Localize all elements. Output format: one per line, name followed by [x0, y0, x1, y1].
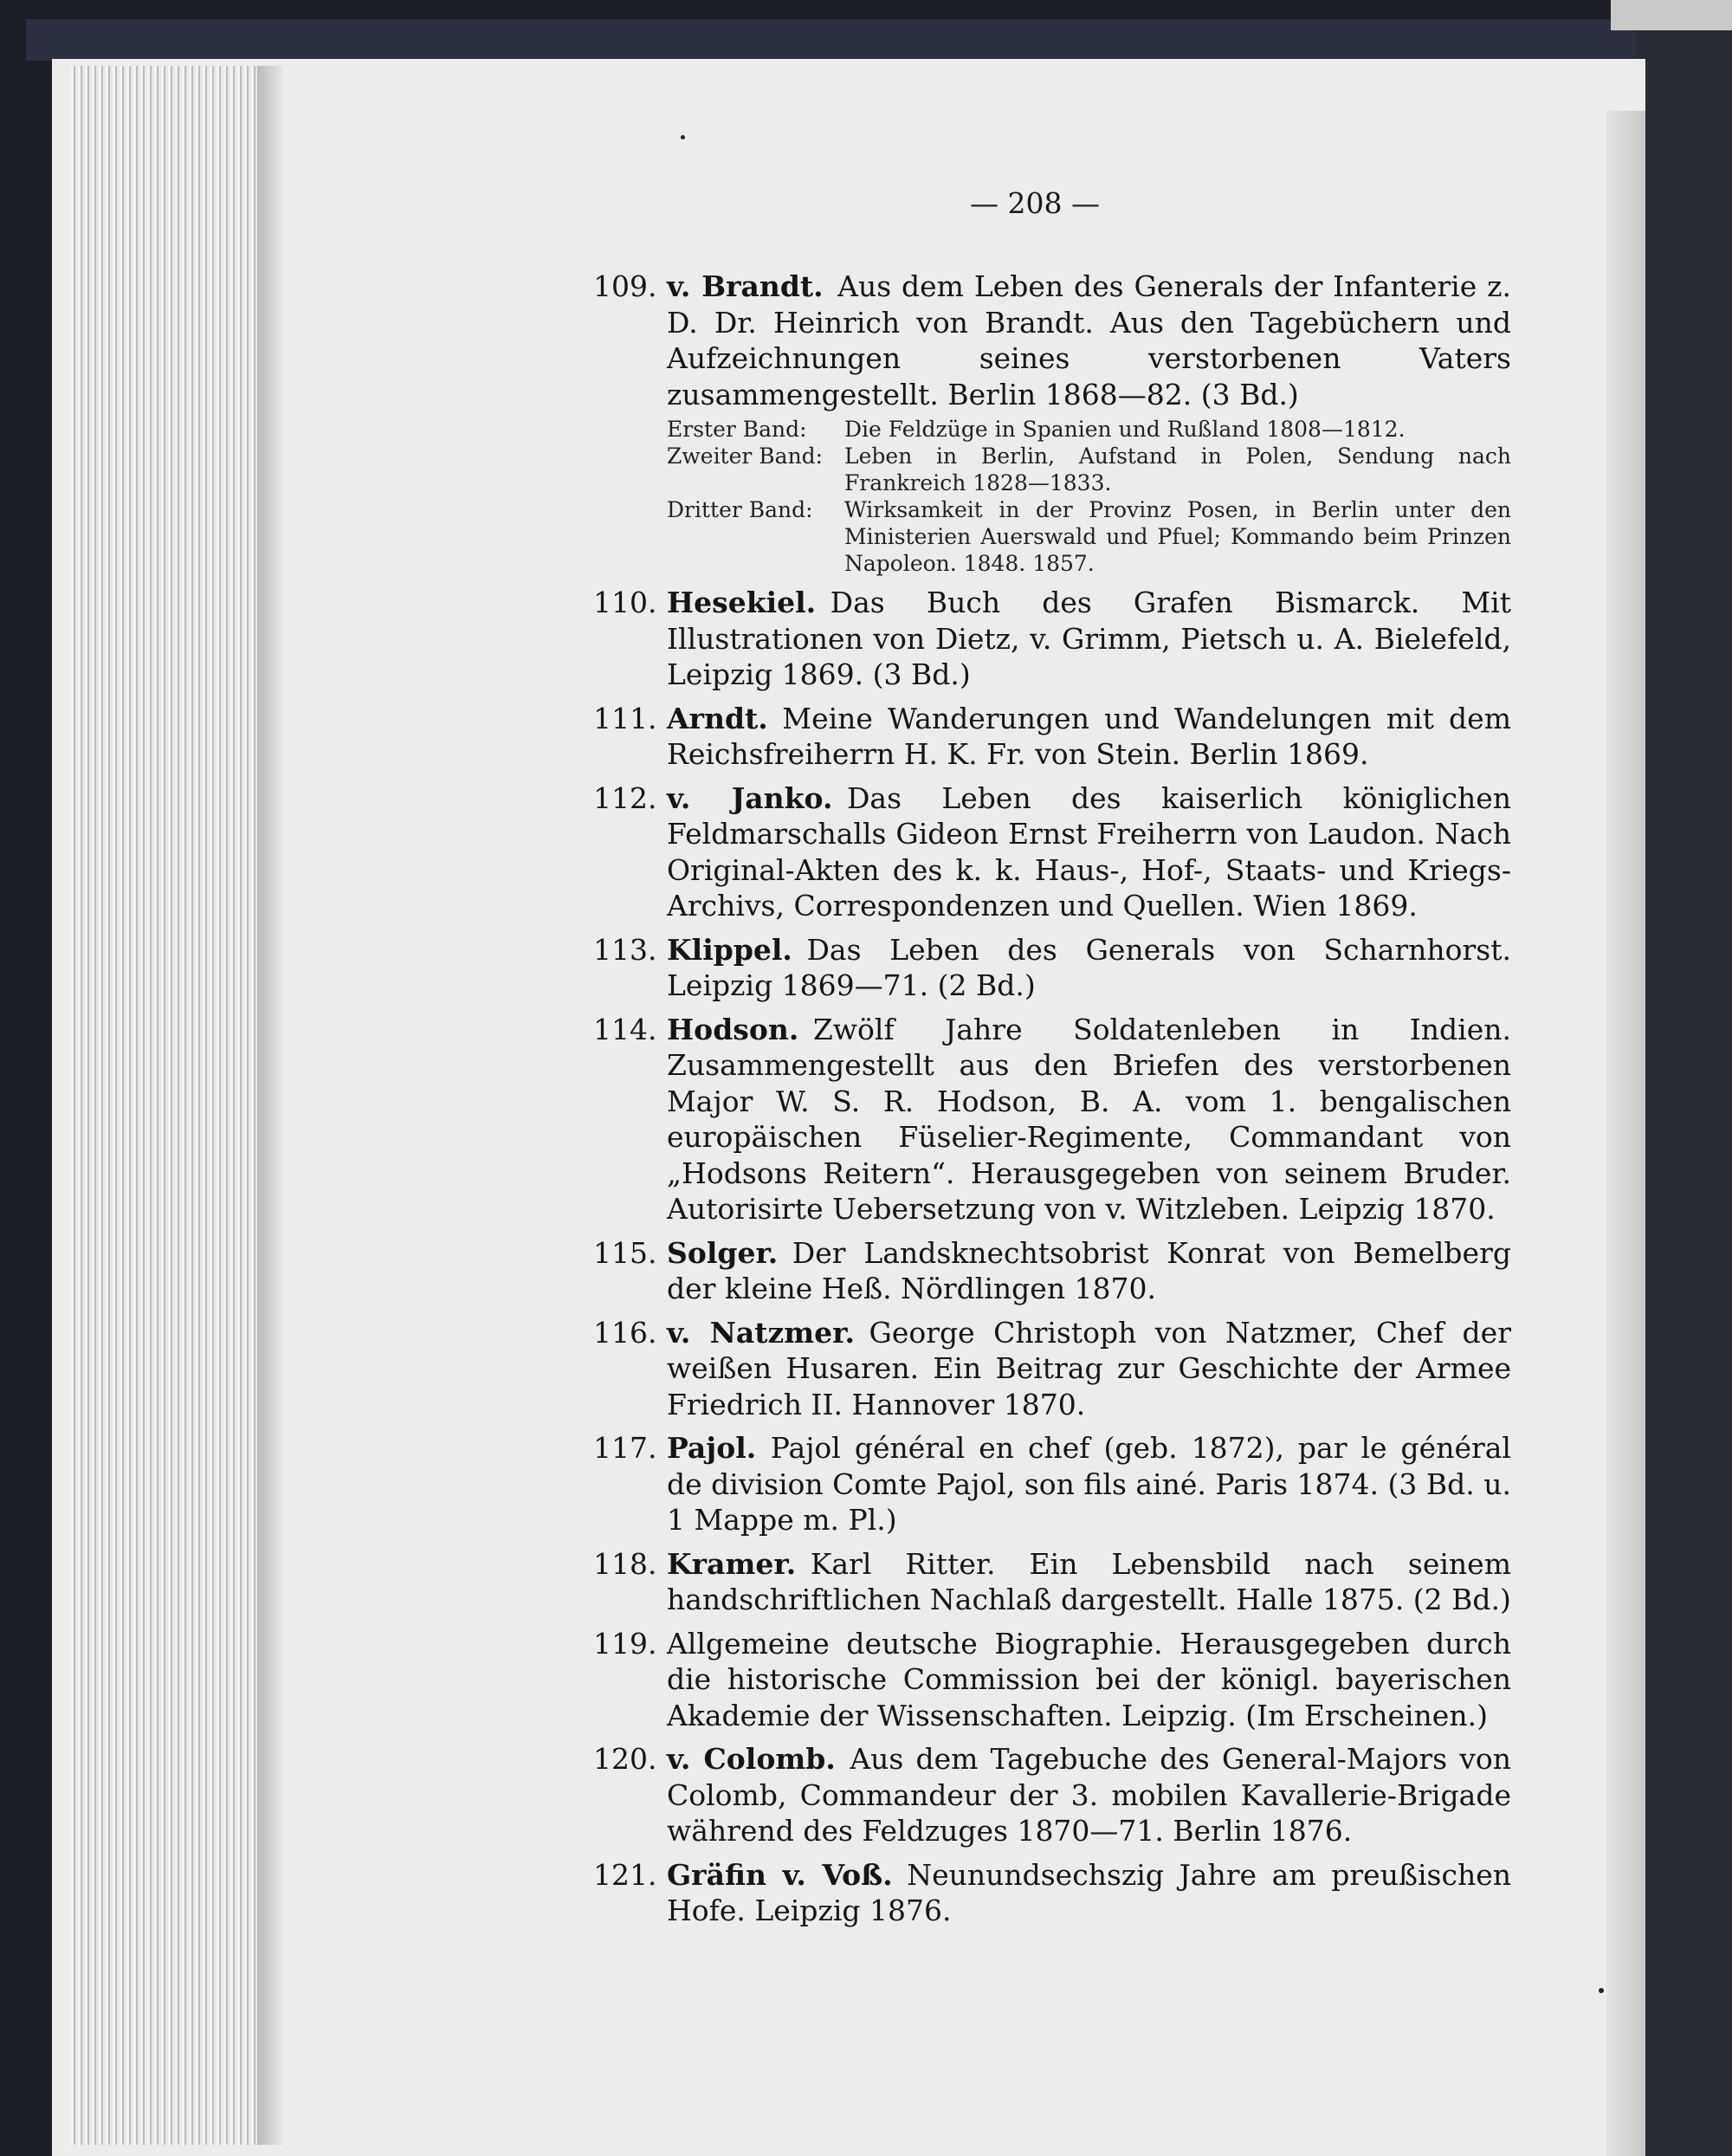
bibliography-list [593, 269, 1511, 1937]
speck-mark [1599, 1988, 1604, 1993]
entry-title: Allgemeine deutsche Biographie. Herausgegeben durch die historische Commission bei der königl. bayerischen Akademie der Wissenschaften. Leipzig. (Im Erscheinen.) [667, 1626, 1511, 1732]
entry-number: 119. [593, 1626, 657, 1661]
volume-text: Die Feldzüge in Spanien und Rußland 1808—1812. [844, 417, 1406, 442]
entry-title: Aus dem Leben des Generals der Infanterie z. D. Dr. Heinrich von Brandt. Aus den Tagebüchern und Aufzeichnungen seines verstorbenen Vaters zusammengestellt. Berlin 1868—82. (3 Bd.) [667, 269, 1511, 411]
bibliography-entry [593, 780, 1511, 924]
entry-body [667, 586, 1511, 691]
volume-label: Dritter Band: [667, 497, 813, 522]
entry-title: Neunundsechszig Jahre am preußischen Hofe. Leipzig 1876. [667, 1857, 1512, 1927]
book-cover-top [26, 19, 1732, 61]
entry-body [667, 1316, 1511, 1421]
entry-number: 120. [593, 1742, 657, 1776]
bibliography-entry [593, 1235, 1511, 1307]
entry-author: v. Natzmer. [667, 1315, 856, 1350]
entry-author: Hesekiel. [667, 586, 817, 619]
bibliography-entry [593, 1546, 1511, 1618]
entry-number: 121. [593, 1857, 657, 1892]
bibliography-entry [593, 1012, 1511, 1227]
book-corner [1611, 0, 1732, 30]
volume-label: Erster Band: [667, 417, 807, 442]
entry-title: Aus dem Tagebuche des General-Majors von Colomb, Commandeur der 3. mobilen Kavallerie-Brigade während des Feldzuges 1870—71. Berlin 1876. [667, 1742, 1512, 1848]
entry-title: Das Buch des Grafen Bismarck. Mit Illustrationen von Dietz, v. Grimm, Pietsch u. A. Bielefeld, Leipzig 1869. (3 Bd.) [667, 586, 1511, 691]
entry-author: v. Colomb. [667, 1742, 836, 1776]
entry-body [667, 702, 1511, 772]
entry-body [667, 1236, 1511, 1306]
bibliography-entry [593, 1626, 1511, 1734]
entry-author: Gräfin v. Voß. [667, 1857, 893, 1892]
entry-body [667, 1627, 1511, 1732]
entry-author: Arndt. [667, 701, 768, 735]
bibliography-entry [593, 932, 1511, 1004]
volume-line [667, 496, 1511, 577]
page-gutter [257, 66, 283, 2145]
entry-body [667, 933, 1511, 1003]
entry-title: Der Landsknechtsobrist Konrat von Bemelberg der kleine Heß. Nördlingen 1870. [667, 1235, 1511, 1305]
volume-list [667, 416, 1511, 577]
book-cover-right [1637, 0, 1732, 2156]
entry-body [667, 269, 1511, 411]
entry-number: 117. [593, 1431, 657, 1465]
entry-author: v. Janko. [667, 780, 833, 815]
volume-text: Wirksamkeit in der Provinz Posen, in Berlin unter den Ministerien Auerswald und Pfuel; Kommando beim Prinzen Napoleon. 1848. 1857. [844, 497, 1511, 576]
entry-number: 115. [593, 1235, 657, 1270]
entry-author: Pajol. [667, 1431, 757, 1465]
bibliography-entry [593, 1430, 1511, 1538]
speck-mark [681, 135, 685, 139]
entry-body [667, 781, 1511, 923]
entry-author: v. Brandt. [667, 269, 824, 303]
entry-number: 110. [593, 586, 657, 619]
entry-author: Klippel. [667, 932, 792, 967]
entry-number: 114. [593, 1012, 657, 1046]
bibliography-entry [593, 269, 1511, 577]
entry-title: Das Leben des Generals von Scharnhorst. Leipzig 1869—71. (2 Bd.) [667, 932, 1511, 1002]
entry-title: Meine Wanderungen und Wandelungen mit dem Reichsfreiherrn H. K. Fr. von Stein. Berlin 1869. [667, 701, 1511, 771]
entry-author: Hodson. [667, 1012, 799, 1046]
bibliography-entry [593, 1315, 1511, 1423]
volume-text: Leben in Berlin, Aufstand in Polen, Sendung nach Frankreich 1828—1833. [844, 444, 1511, 495]
entry-title: Zwölf Jahre Soldatenleben in Indien. Zusammengestellt aus den Briefen des verstorbenen Major W. S. R. Hodson, B. A. vom 1. bengalischen europäischen Füselier-Regimente, Commandant von „Hodsons Reitern“. Herausgegeben von seinem Bruder. Autorisirte Uebersetzung von v. Witzleben. Leipzig 1870. [667, 1012, 1511, 1226]
volume-label: Zweiter Band: [667, 444, 824, 469]
bibliography-entry [593, 701, 1511, 773]
entry-title: Das Leben des kaiserlich königlichen Feldmarschalls Gideon Ernst Freiherrn von Laudon. Nach Original-Akten des k. k. Haus-, Hof-, Staats- und Kriegs-Archivs, Correspondenzen und Quellen. Wien 1869. [667, 780, 1511, 923]
page-number: — 208 — [970, 186, 1100, 220]
page-right-shade [1606, 111, 1645, 2156]
entry-author: Kramer. [667, 1546, 797, 1581]
entry-number: 109. [593, 269, 657, 303]
bibliography-entry [593, 1857, 1511, 1929]
entry-number: 112. [593, 780, 657, 815]
bibliography-entry [593, 1741, 1511, 1849]
entry-author: Solger. [667, 1235, 779, 1270]
bibliography-entry [593, 585, 1511, 693]
entry-title: Karl Ritter. Ein Lebensbild nach seinem handschriftlichen Nachlaß dargestellt. Halle 1875. (2 Bd.) [667, 1546, 1511, 1616]
entry-body [667, 1547, 1511, 1617]
entry-title: George Christoph von Natzmer, Chef der weißen Husaren. Ein Beitrag zur Geschichte der Armee Friedrich II. Hannover 1870. [667, 1315, 1511, 1421]
entry-number: 113. [593, 932, 657, 967]
entry-body [667, 1431, 1511, 1537]
entry-body [667, 1013, 1511, 1227]
entry-number: 111. [593, 701, 657, 735]
entry-body [667, 1858, 1511, 1928]
volume-line [667, 443, 1511, 496]
entry-body [667, 1742, 1511, 1848]
entry-number: 118. [593, 1546, 657, 1581]
page-edges [71, 66, 259, 2145]
entry-title: Pajol général en chef (geb. 1872), par le général de division Comte Pajol, son fils ainé. Paris 1874. (3 Bd. u. 1 Mappe m. Pl.) [667, 1431, 1511, 1537]
entry-number: 116. [593, 1315, 657, 1350]
volume-line [667, 416, 1511, 443]
